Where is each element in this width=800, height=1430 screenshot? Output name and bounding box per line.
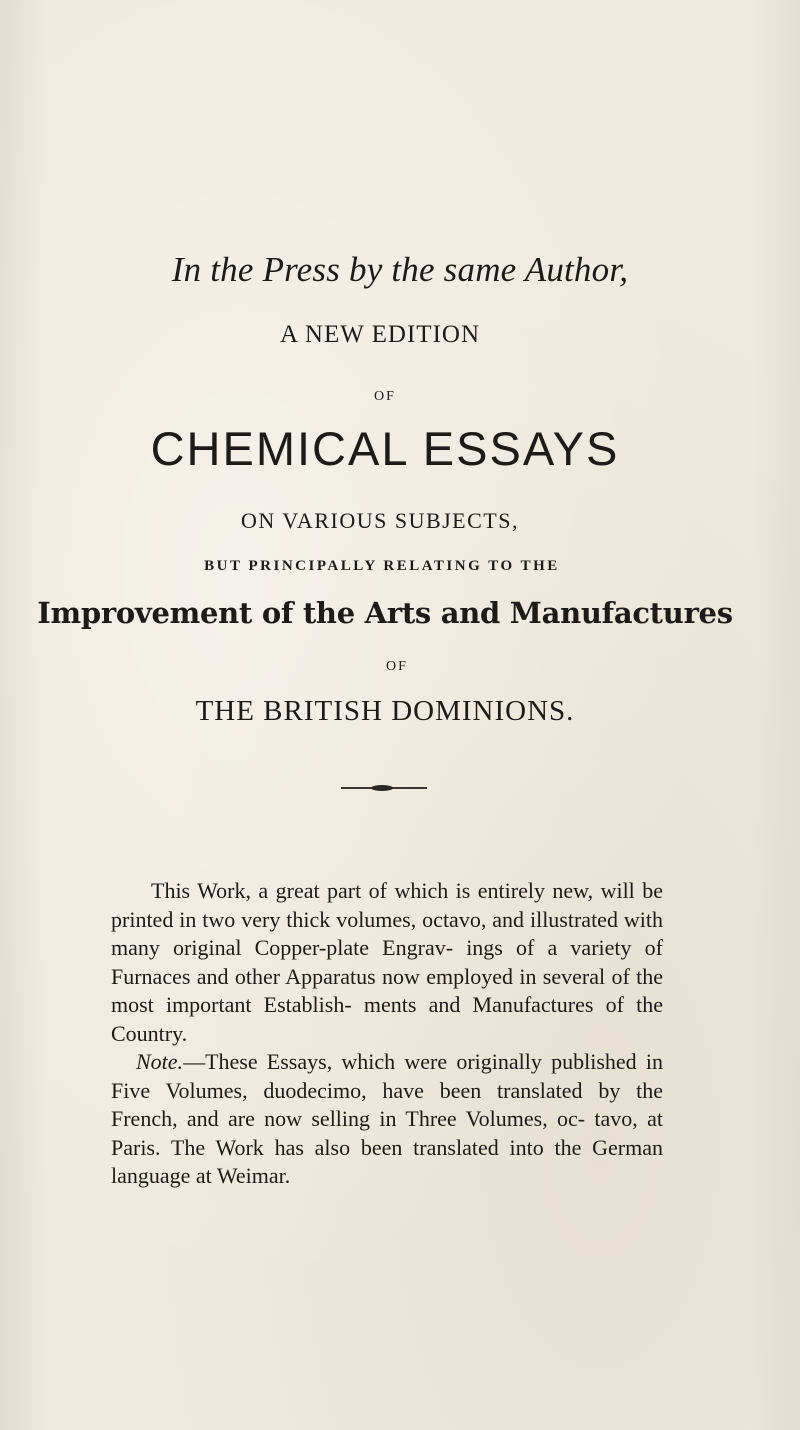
press-notice: In the Press by the same Author, — [171, 250, 629, 289]
description-paragraph: This Work, a great part of which is entirely new, will be printed in two very thick volumes, octavo, and illustrated with many original Copper-plate Engrav- ings of a variety of Furnaces and other Apparatus now employed in several of the most important Establish- ments and Manufactures of the Country. — [111, 878, 663, 1046]
note-text: —These Essays, which were originally published in Five Volumes, duodecimo, have been translated by the French, and are now selling in Three Volumes, oc- tavo, at Paris. The Work has also been translated into the German language at Weimar. — [111, 1049, 663, 1188]
divider-rule — [341, 787, 427, 789]
subtitle-dominions: THE BRITISH DOMINIONS. — [195, 695, 575, 727]
note-label: Note. — [136, 1049, 184, 1074]
note-paragraph — [111, 1048, 663, 1191]
of-connector-1: OF — [374, 389, 396, 404]
subtitle-subjects: ON VARIOUS SUBJECTS, — [241, 508, 519, 533]
subtitle-relating: BUT PRINCIPALLY RELATING TO THE — [204, 558, 560, 574]
of-connector-2: OF — [386, 659, 408, 674]
edition-line: A NEW EDITION — [280, 321, 480, 348]
subtitle-improvement: Improvement of the Arts and Manufactures — [37, 596, 733, 630]
book-title: CHEMICAL ESSAYS — [150, 422, 620, 475]
